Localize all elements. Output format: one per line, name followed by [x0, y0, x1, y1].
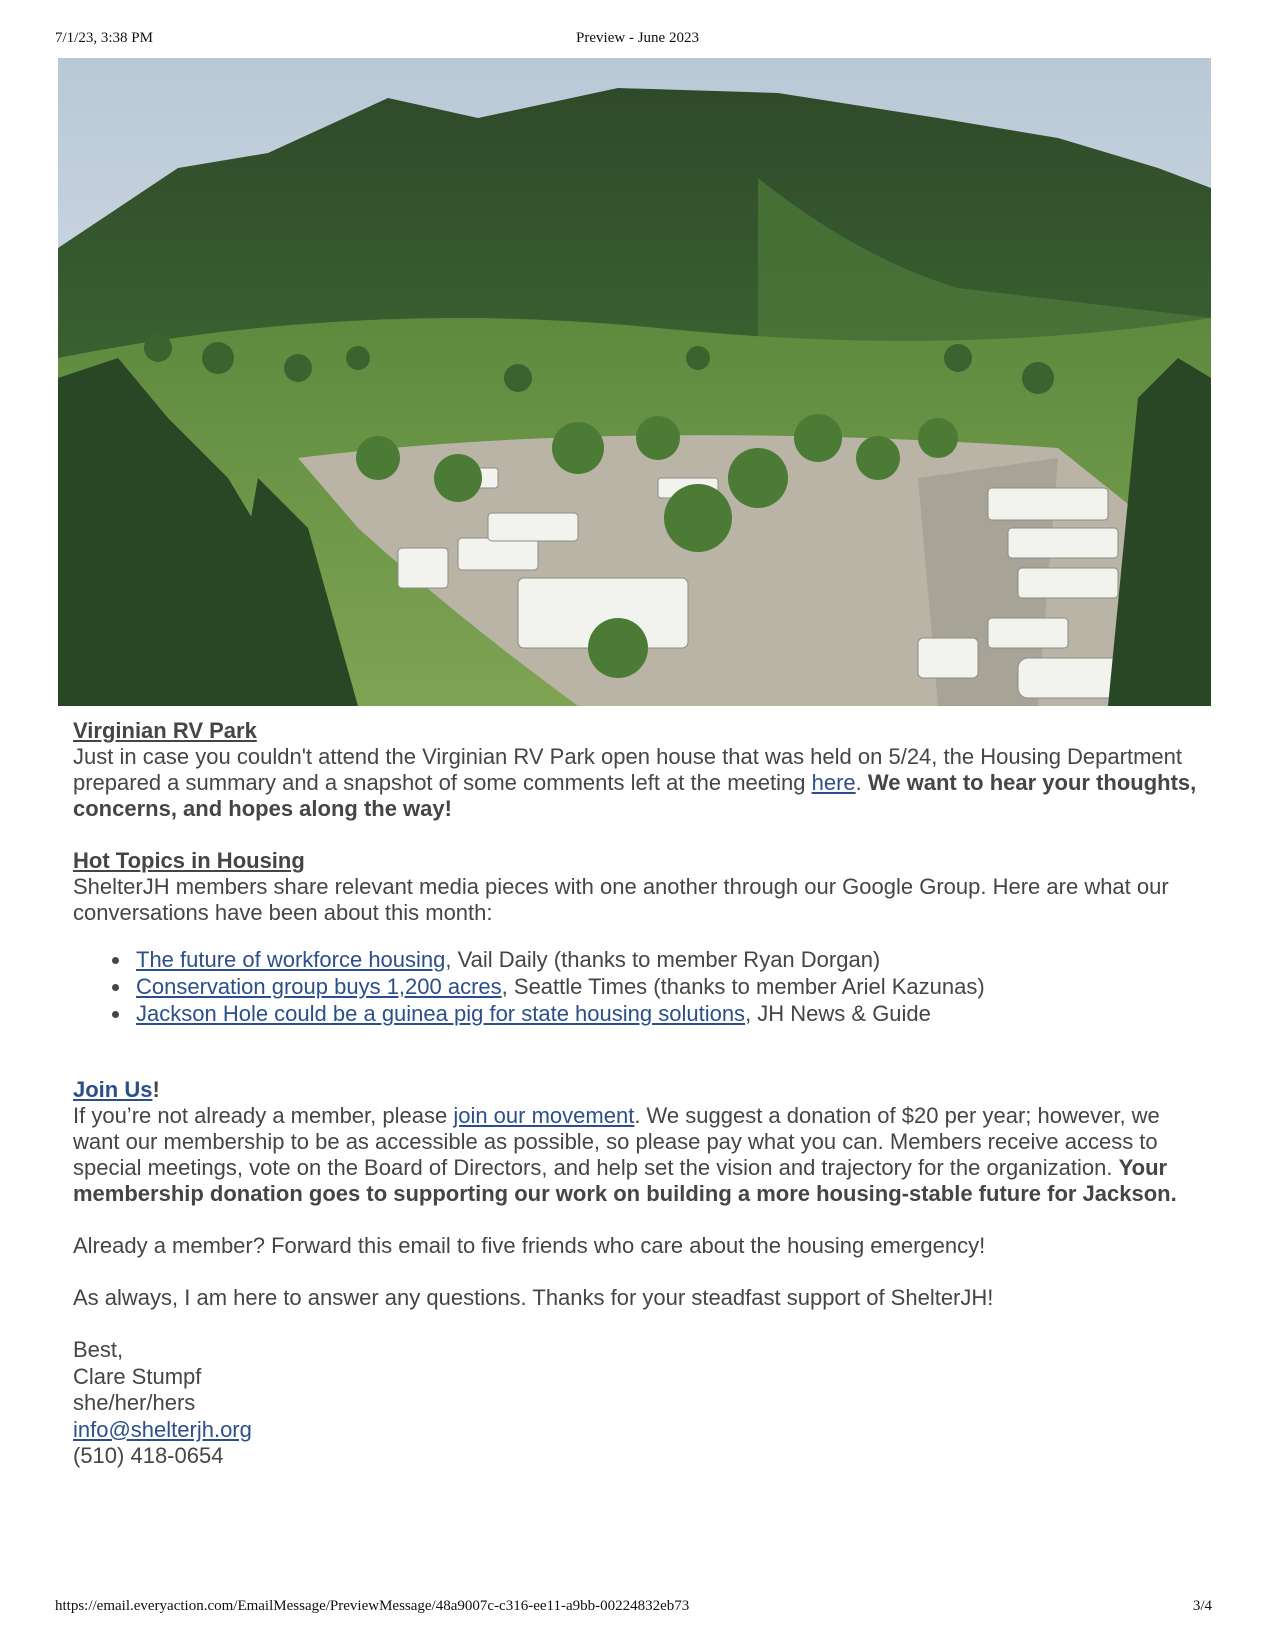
hot-topics-list [73, 946, 1203, 1027]
closing-paragraph: As always, I am here to answer any questions. Thanks for your steadfast support of ShelterJH! [73, 1285, 994, 1310]
print-footer [0, 1598, 1275, 1618]
page-number: 3/4 [1192, 1598, 1212, 1614]
list-item [136, 1000, 1203, 1027]
print-date: 7/1/23, 3:38 PM [55, 30, 153, 46]
email-body [73, 718, 1203, 1470]
join-heading-suffix: ! [152, 1077, 160, 1102]
forward-paragraph: Already a member? Forward this email to five friends who care about the housing emergency! [73, 1233, 986, 1258]
join-callout: Your membership donation goes to supporting our work on building a more housing-stable future for Jackson. [73, 1155, 1177, 1206]
hot-topics-intro: ShelterJH members share relevant media pieces with one another through our Google Group. Here are what our conversations have been about this month: [73, 874, 1169, 925]
rv-park-callout: We want to hear your thoughts, concerns, and hopes along the way! [73, 770, 1197, 821]
join-movement-link[interactable]: join our movement [453, 1103, 635, 1128]
print-url: https://email.everyaction.com/EmailMessage/PreviewMessage/48a9007c-c316-ee11-a9bb-00224832eb73 [55, 1598, 690, 1614]
signature [73, 1337, 1203, 1470]
signer-phone: (510) 418-0654 [73, 1443, 224, 1468]
join-section [73, 1077, 1203, 1207]
hot-topics-section [73, 848, 1203, 1027]
signer-pronouns: she/her/hers [73, 1390, 196, 1415]
hot-topics-heading: Hot Topics in Housing [73, 848, 305, 873]
rv-park-paragraph [73, 744, 1203, 822]
topic-link-conservation-group[interactable]: Conservation group buys 1,200 acres [136, 974, 502, 999]
list-item [136, 973, 1203, 1000]
rv-park-section [73, 718, 1203, 822]
join-paragraph [73, 1103, 1203, 1207]
signer-email-link[interactable]: info@shelterjh.org [73, 1416, 252, 1442]
topic-source: , JH News & Guide [745, 1001, 931, 1026]
join-us-link[interactable]: Join Us [73, 1077, 153, 1102]
signer-name: Clare Stumpf [73, 1363, 202, 1389]
join-text-2: . We suggest a donation of $20 per year; however, we want our membership to be as accessible as possible, so please pay what you can. Members receive access to special meetings, vote on the Board of Directors, and help set the vision and trajectory for the organization. [73, 1103, 1160, 1180]
rv-park-heading: Virginian RV Park [73, 718, 257, 743]
print-header [0, 30, 1275, 50]
print-title: Preview - June 2023 [576, 30, 699, 46]
topic-link-jackson-hole[interactable]: Jackson Hole could be a guinea pig for state housing solutions [136, 1001, 746, 1026]
topic-source: , Vail Daily (thanks to member Ryan Dorgan) [445, 947, 881, 972]
hero-image [58, 58, 1211, 706]
topic-link-workforce-housing[interactable]: The future of workforce housing [136, 947, 446, 972]
rv-park-photo [58, 58, 1211, 706]
topic-source: , Seattle Times (thanks to member Ariel Kazunas) [501, 974, 985, 999]
rv-park-summary-link[interactable]: here [811, 770, 856, 795]
rv-park-text: Just in case you couldn't attend the Virginian RV Park open house that was held on 5/24, the Housing Department prepared a summary and a snapshot of some comments left at the meeting [73, 744, 1182, 795]
join-heading [73, 1077, 1203, 1103]
join-text: If you’re not already a member, please [73, 1103, 454, 1128]
list-item [136, 946, 1203, 973]
rv-park-text-2: . [855, 770, 868, 795]
sign-off: Best, [73, 1337, 124, 1362]
